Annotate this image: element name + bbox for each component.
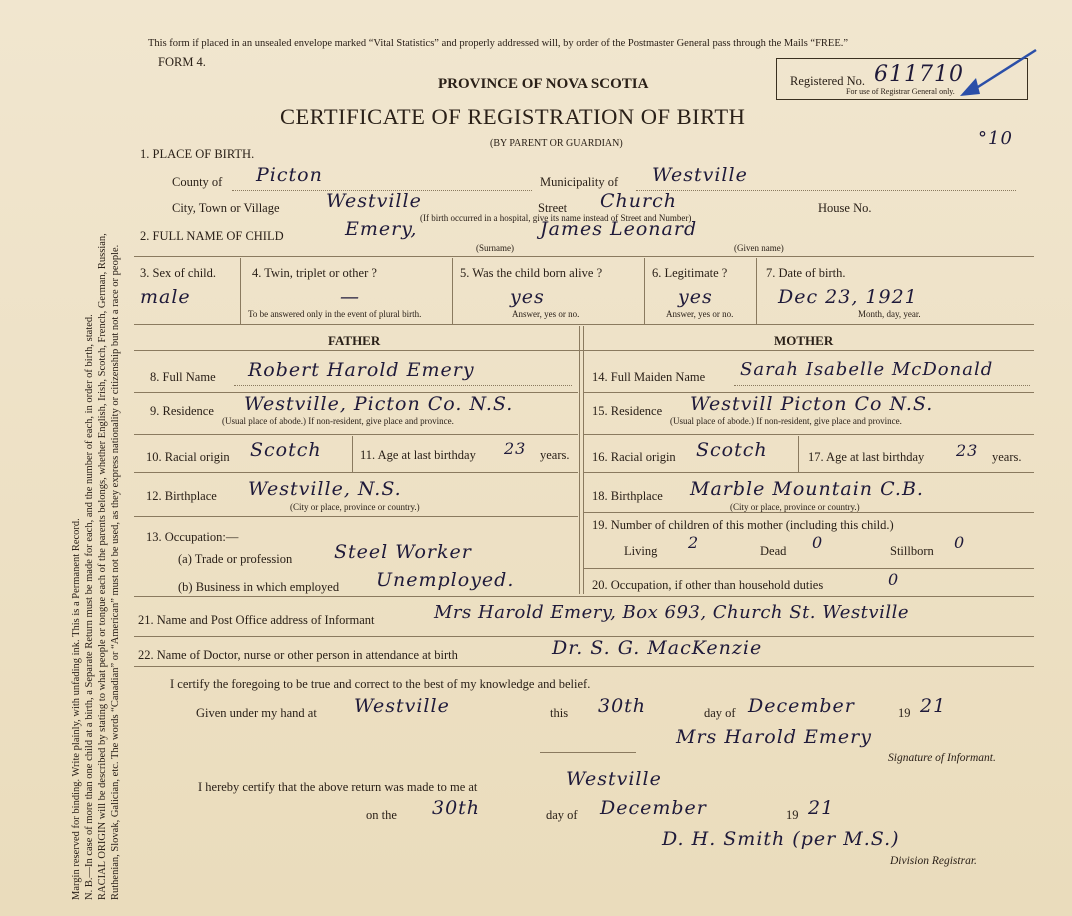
mother-bp-note: (City or place, province or country.) bbox=[730, 502, 860, 512]
registrar-year-prefix: 19 bbox=[786, 808, 799, 822]
margin-note-1: Margin reserved for binding. Write plainly, with unfading ink. This is a Permanent Record. bbox=[71, 518, 82, 900]
registrar-note: For use of Registrar General only. bbox=[846, 87, 955, 96]
registered-label: Registered No. bbox=[790, 74, 865, 88]
on-the-label: on the bbox=[366, 808, 397, 822]
father-residence-label: 9. Residence bbox=[150, 404, 214, 418]
alive-note: Answer, yes or no. bbox=[512, 309, 580, 319]
legit-value: yes bbox=[678, 286, 713, 308]
registrar-day-of-label: day of bbox=[546, 808, 578, 822]
certify-place: Westville bbox=[354, 695, 450, 717]
father-residence: Westville, Picton Co. N.S. bbox=[244, 393, 514, 415]
father-age-label: 11. Age at last birthday bbox=[360, 448, 476, 462]
children-label: 19. Number of children of this mother (including this child.) bbox=[592, 518, 894, 532]
mother-birthplace-label: 18. Birthplace bbox=[592, 489, 663, 503]
father-res-note: (Usual place of abode.) If non-resident, give place and province. bbox=[222, 416, 454, 426]
twin-note: To be answered only in the event of plural birth. bbox=[248, 309, 422, 319]
registrar-place: Westville bbox=[566, 768, 662, 790]
registrar-text: I hereby certify that the above return was made to me at bbox=[198, 780, 478, 794]
date-note: Month, day, year. bbox=[858, 309, 921, 319]
corner-mark: °10 bbox=[978, 128, 1013, 149]
certify-day: 30th bbox=[598, 695, 647, 717]
province-heading: PROVINCE OF NOVA SCOTIA bbox=[438, 76, 649, 92]
business-label: (b) Business in which employed bbox=[178, 580, 340, 594]
place-heading: 1. PLACE OF BIRTH. bbox=[140, 147, 255, 161]
date-value: Dec 23, 1921 bbox=[778, 286, 918, 308]
father-business: Unemployed. bbox=[376, 569, 515, 591]
signature-label: Signature of Informant. bbox=[888, 752, 996, 764]
stillborn-value: 0 bbox=[954, 533, 966, 552]
this-label: this bbox=[550, 706, 569, 720]
subtitle: (BY PARENT OR GUARDIAN) bbox=[490, 138, 623, 149]
registered-number: 611710 bbox=[874, 62, 964, 87]
father-birthplace: Westville, N.S. bbox=[248, 478, 402, 500]
child-surname: Emery, bbox=[345, 218, 418, 240]
mother-race-label: 16. Racial origin bbox=[592, 450, 676, 464]
father-years: years. bbox=[540, 448, 570, 462]
mother-residence-label: 15. Residence bbox=[592, 404, 663, 418]
mother-race: Scotch bbox=[696, 439, 768, 461]
mother-age: 23 bbox=[956, 441, 979, 460]
blue-check-arrow-icon bbox=[950, 48, 1040, 98]
alive-value: yes bbox=[510, 286, 545, 308]
given-under-label: Given under my hand at bbox=[196, 706, 317, 720]
certify-text: I certify the foregoing to be true and correct to the best of my knowledge and belief. bbox=[170, 677, 591, 691]
father-birthplace-label: 12. Birthplace bbox=[146, 489, 217, 503]
child-given-name: James Leonard bbox=[540, 218, 698, 240]
certify-year: 21 bbox=[920, 695, 947, 717]
city-value: Westville bbox=[326, 190, 422, 212]
twin-label: 4. Twin, triplet or other ? bbox=[252, 266, 377, 280]
sex-value: male bbox=[140, 286, 191, 308]
father-occupation-label: 13. Occupation:— bbox=[146, 530, 239, 544]
margin-note-3: RACIAL ORIGIN will be described by stating to what people or tongue each of the parents belongs, whether English, Irish, Scotch, French, German, Russian, bbox=[97, 233, 108, 900]
county-label: County of bbox=[172, 175, 223, 189]
stillborn-label: Stillborn bbox=[890, 544, 934, 558]
registrar-label: Division Registrar. bbox=[890, 855, 977, 867]
certify-month: December bbox=[748, 695, 855, 717]
sex-label: 3. Sex of child. bbox=[140, 266, 217, 280]
post-notice: This form if placed in an unsealed envelope marked “Vital Statistics” and properly addressed will, by order of the Postmaster General pass through the Mails “FREE.” bbox=[148, 38, 849, 49]
father-bp-note: (City or place, province or country.) bbox=[290, 502, 420, 512]
page-title: CERTIFICATE OF REGISTRATION OF BIRTH bbox=[280, 104, 746, 129]
doctor-value: Dr. S. G. MacKenzie bbox=[552, 637, 763, 659]
doctor-label: 22. Name of Doctor, nurse or other person in attendance at birth bbox=[138, 648, 458, 662]
registrar-year: 21 bbox=[808, 797, 835, 819]
mother-residence: Westvill Picton Co N.S. bbox=[690, 393, 934, 415]
dead-value: 0 bbox=[812, 533, 824, 552]
margin-note-2: N. B.—In case of more than one child at a birth, a Separate Return must be made for each, and the number of each, in order of birth, stated. bbox=[84, 314, 95, 900]
municipality-value: Westville bbox=[652, 164, 748, 186]
dead-label: Dead bbox=[760, 544, 787, 558]
mother-birthplace: Marble Mountain C.B. bbox=[690, 478, 924, 500]
mother-age-label: 17. Age at last birthday bbox=[808, 450, 925, 464]
city-label: City, Town or Village bbox=[172, 201, 280, 215]
margin-note-4: Ruthenian, Slovak, Galician, etc. The words “Canadian” or “American” must not be used, as they express nationality or citizenship but not a race or people. bbox=[110, 244, 121, 900]
father-trade: Steel Worker bbox=[334, 541, 472, 563]
county-value: Picton bbox=[256, 164, 323, 186]
mother-occupation: 0 bbox=[888, 570, 900, 589]
given-note: (Given name) bbox=[734, 243, 784, 253]
child-name-label: 2. FULL NAME OF CHILD bbox=[140, 229, 284, 243]
alive-label: 5. Was the child born alive ? bbox=[460, 266, 603, 280]
informant-value: Mrs Harold Emery, Box 693, Church St. Westville bbox=[434, 602, 910, 623]
trade-label: (a) Trade or profession bbox=[178, 552, 293, 566]
hospital-note: (If birth occurred in a hospital, give its name instead of Street and Number) bbox=[420, 213, 692, 223]
form-number: FORM 4. bbox=[158, 55, 206, 69]
certify-day-of-label: day of bbox=[704, 706, 736, 720]
mother-occupation-label: 20. Occupation, if other than household duties bbox=[592, 578, 824, 592]
twin-value: — bbox=[340, 286, 360, 308]
legit-note: Answer, yes or no. bbox=[666, 309, 734, 319]
certify-year-prefix: 19 bbox=[898, 706, 911, 720]
father-age: 23 bbox=[504, 439, 527, 458]
registrar-signature: D. H. Smith (per M.S.) bbox=[662, 828, 900, 850]
father-name: Robert Harold Emery bbox=[248, 359, 475, 381]
father-heading: FATHER bbox=[328, 333, 381, 348]
mother-heading: MOTHER bbox=[774, 333, 834, 348]
mother-years: years. bbox=[992, 450, 1022, 464]
father-name-label: 8. Full Name bbox=[150, 370, 216, 384]
margin-notes bbox=[8, 40, 133, 900]
informant-label: 21. Name and Post Office address of Informant bbox=[138, 613, 375, 627]
father-race: Scotch bbox=[250, 439, 322, 461]
legit-label: 6. Legitimate ? bbox=[652, 266, 728, 280]
date-label: 7. Date of birth. bbox=[766, 266, 846, 280]
mother-name-label: 14. Full Maiden Name bbox=[592, 370, 706, 384]
informant-signature: Mrs Harold Emery bbox=[676, 726, 872, 748]
street-value: Church bbox=[600, 190, 677, 212]
registrar-month: December bbox=[600, 797, 707, 819]
living-label: Living bbox=[624, 544, 658, 558]
municipality-label: Municipality of bbox=[540, 175, 619, 189]
house-label: House No. bbox=[818, 201, 872, 215]
mother-name: Sarah Isabelle McDonald bbox=[740, 359, 994, 380]
surname-note: (Surname) bbox=[476, 243, 514, 253]
registrar-day: 30th bbox=[432, 797, 481, 819]
mother-res-note: (Usual place of abode.) If non-resident, give place and province. bbox=[670, 416, 902, 426]
street-label: Street bbox=[538, 201, 568, 215]
father-race-label: 10. Racial origin bbox=[146, 450, 230, 464]
living-value: 2 bbox=[688, 533, 700, 552]
